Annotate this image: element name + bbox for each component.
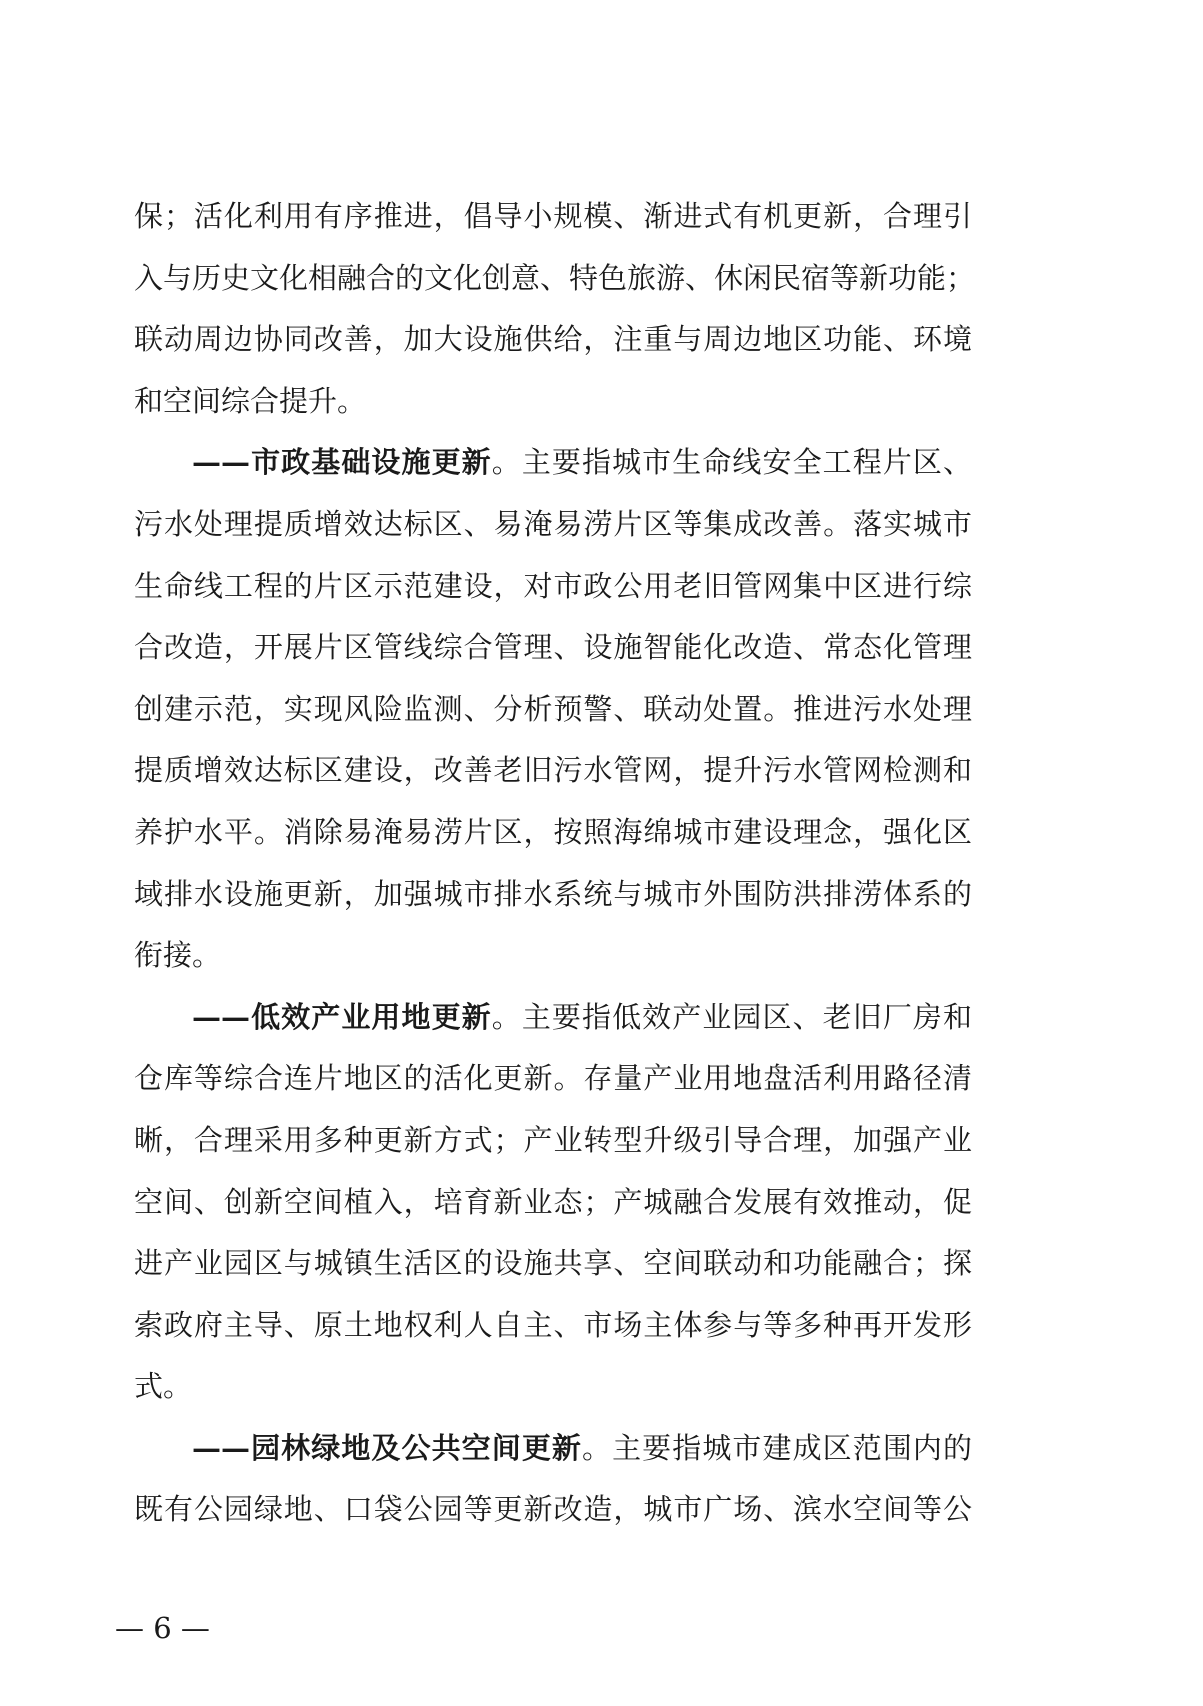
text-line: 污水处理提质增效达标区、易淹易涝片区等集成改善。落实城市	[134, 506, 972, 541]
text-line: 索政府主导、原土地权利人自主、市场主体参与等多种再开发形	[134, 1307, 972, 1342]
text-line: 提质增效达标区建设，改善老旧污水管网，提升污水管网检测和	[134, 753, 972, 788]
text-line: 入与历史文化相融合的文化创意、特色旅游、休闲民宿等新功能；	[134, 260, 976, 295]
text-line: 生命线工程的片区示范建设，对市政公用老旧管网集中区进行综	[134, 568, 972, 603]
section-first-line	[134, 1418, 972, 1480]
section-text: 。主要指城市生命线安全工程片区、	[491, 445, 972, 480]
text-line: 合改造，开展片区管线综合管理、设施智能化改造、常态化管理	[134, 630, 972, 665]
section-heading: ——市政基础设施更新	[192, 445, 492, 480]
text-line: 仓库等综合连片地区的活化更新。存量产业用地盘活利用路径清	[134, 1061, 972, 1096]
text-line: 保；活化利用有序推进，倡导小规模、渐进式有机更新，合理引	[134, 199, 972, 233]
section-first-line	[134, 432, 972, 494]
section-heading: ——低效产业用地更新	[192, 999, 492, 1034]
text-line: 式。	[134, 1369, 193, 1404]
section-text: 。主要指城市建成区范围内的	[582, 1430, 972, 1465]
text-line: 晰，合理采用多种更新方式；产业转型升级引导合理，加强产业	[134, 1122, 972, 1157]
section-heading: ——园林绿地及公共空间更新	[192, 1430, 582, 1465]
section-first-line	[134, 987, 972, 1049]
text-line: 衔接。	[134, 938, 222, 973]
text-line: 养护水平。消除易淹易涝片区，按照海绵城市建设理念，强化区	[134, 814, 972, 849]
body-text	[134, 186, 976, 1541]
text-line: 空间、创新空间植入，培育新业态；产城融合发展有效推动，促	[134, 1184, 972, 1219]
section-text: 。主要指低效产业园区、老旧厂房和	[491, 999, 972, 1034]
text-line: 创建示范，实现风险监测、分析预警、联动处置。推进污水处理	[134, 691, 972, 726]
text-line: 和空间综合提升。	[134, 383, 367, 418]
text-line: 联动周边协同改善，加大设施供给，注重与周边地区功能、环境	[134, 322, 972, 357]
text-line: 既有公园绿地、口袋公园等更新改造，城市广场、滨水空间等公	[134, 1492, 972, 1527]
text-line: 进产业园区与城镇生活区的设施共享、空间联动和功能融合；探	[134, 1246, 972, 1281]
text-line: 域排水设施更新，加强城市排水系统与城市外围防洪排涝体系的	[134, 876, 972, 911]
page-number: — 6 —	[115, 1611, 210, 1645]
